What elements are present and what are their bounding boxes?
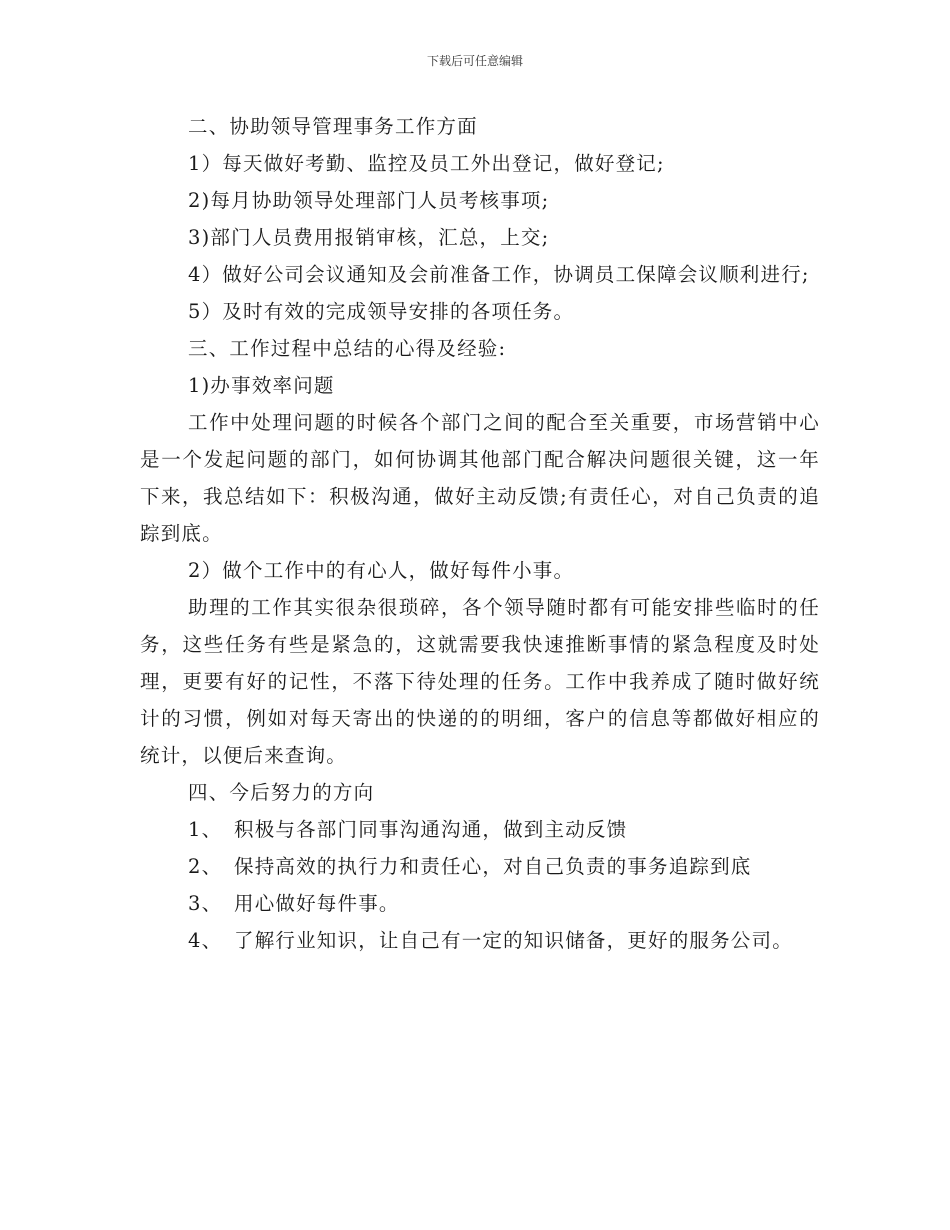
paragraph: 4）做好公司会议通知及会前准备工作，协调员工保障会议顺利进行; — [188, 263, 810, 286]
section-heading-3: 三、工作过程中总结的心得及经验: — [188, 337, 507, 360]
list-item — [140, 848, 820, 885]
list-text: 了解行业知识，让自己有一定的知识储备，更好的服务公司。 — [234, 929, 793, 952]
list-number: 4、 — [188, 929, 223, 952]
list-item — [140, 922, 820, 959]
paragraph: 助理的工作其实很杂很琐碎，各个领导随时都有可能安排些临时的任务，这些任务有些是紧急的，这就需要我快速推断事情的紧急程度及时处理，更要有好的记性，不落下待处理的任务。工作中我养成了随时做好统计的习惯，例如对每天寄出的快递的的明细，客户的信息等都做好相应的统计，以便后来查询。 — [140, 596, 820, 767]
section-heading-4: 四、今后努力的方向 — [188, 781, 375, 804]
section-heading-2: 二、协助领导管理事务工作方面 — [188, 115, 478, 138]
paragraph: 2)每月协助领导处理部门人员考核事项; — [188, 189, 550, 212]
list-text: 用心做好每件事。 — [234, 892, 400, 915]
subheading: 1)办事效率问题 — [188, 374, 335, 397]
page-header: 下载后可任意编辑 — [426, 54, 523, 68]
paragraph: 5）及时有效的完成领导安排的各项任务。 — [188, 300, 575, 323]
list-text: 积极与各部门同事沟通沟通，做到主动反馈 — [234, 818, 628, 841]
list-text: 保持高效的执行力和责任心，对自己负责的事务追踪到底 — [234, 855, 752, 878]
list-number: 1、 — [188, 818, 223, 841]
subheading: 2）做个工作中的有心人，做好每件小事。 — [188, 559, 575, 582]
document-body — [140, 108, 820, 959]
list-number: 3、 — [188, 892, 223, 915]
list-item — [140, 811, 820, 848]
list-number: 2、 — [188, 855, 223, 878]
paragraph: 1）每天做好考勤、监控及员工外出登记，做好登记; — [188, 152, 665, 175]
paragraph: 3)部门人员费用报销审核，汇总，上交; — [188, 226, 550, 249]
list-item — [140, 885, 820, 922]
paragraph: 工作中处理问题的时候各个部门之间的配合至关重要，市场营销中心是一个发起问题的部门，如何协调其他部门配合解决问题很关键，这一年下来，我总结如下：积极沟通，做好主动反馈;有责任心，对自己负责的追踪到底。 — [140, 411, 820, 545]
